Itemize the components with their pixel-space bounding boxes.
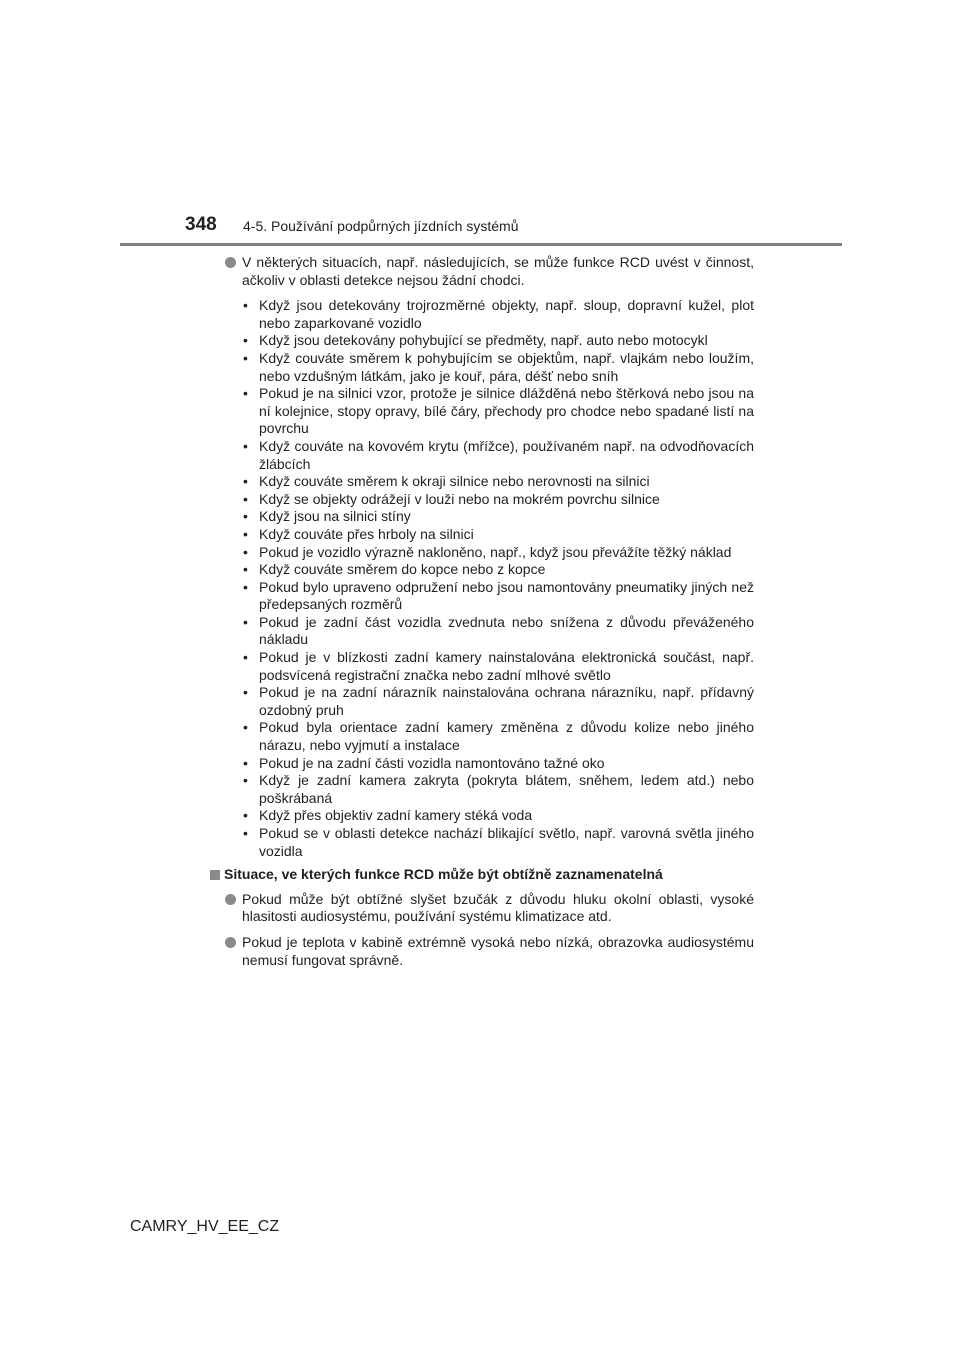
- bullet-icon: •: [243, 613, 248, 630]
- list-item: [242, 561, 754, 579]
- bullet-icon: •: [243, 490, 248, 507]
- list-item-text: Když přes objektiv zadní kamery stéká voda: [259, 807, 533, 824]
- list-item: [242, 579, 754, 614]
- circle-bullet-icon: [225, 894, 236, 905]
- list-item: [242, 438, 754, 473]
- bullet-icon: •: [243, 332, 248, 349]
- list-item-text: Když couváte směrem k okraji silnice nebo nerovnosti na silnici: [259, 473, 650, 490]
- list-item-text: Pokud bylo upraveno odpružení nebo jsou namontovány pneumatiky jiných než předepsaných rozměrů: [259, 578, 754, 613]
- bullet-icon: •: [243, 349, 248, 366]
- section-title: 4-5. Používání podpůrných jízdních systémů: [243, 218, 519, 234]
- square-bullet-icon: [210, 870, 220, 880]
- list-item-text: Pokud byla orientace zadní kamery změněna z důvodu kolize nebo jiného nárazu, nebo vyjmutí a instalace: [259, 719, 754, 754]
- notice-item: [224, 934, 754, 969]
- bullet-icon: •: [243, 385, 248, 402]
- bullet-icon: •: [243, 807, 248, 824]
- list-item-text: Když jsou detekovány trojrozměrné objekty, např. sloup, dopravní kužel, plot nebo zaparkované vozidlo: [259, 297, 754, 331]
- bullet-icon: •: [243, 754, 248, 771]
- intro-text: V některých situacích, např. následujících, se může funkce RCD uvést v činnost, ačkoliv v oblasti detekce nejsou žádní chodci.: [242, 254, 754, 288]
- notice-text: Pokud je teplota v kabině extrémně vysoká nebo nízká, obrazovka audiosystému nemusí fungovat správně.: [242, 933, 754, 968]
- bullet-icon: •: [243, 825, 248, 841]
- list-item: [242, 772, 754, 807]
- list-item-text: Když couváte směrem k pohybujícím se objektům, např. vlajkám nebo loužím, nebo vzdušným látkám, jako je kouř, pára, déšť nebo sníh: [259, 349, 754, 384]
- bullet-icon: •: [243, 525, 248, 542]
- list-item: [242, 807, 754, 825]
- notice-item: [224, 891, 754, 926]
- section-heading-text: Situace, ve kterých funkce RCD může být obtížně zaznamenatelná: [224, 866, 663, 883]
- list-item-text: Když jsou detekovány pohybující se předměty, např. auto nebo motocykl: [259, 332, 708, 349]
- list-item: [242, 332, 754, 350]
- section-heading: [210, 866, 754, 884]
- list-item-text: Pokud je vozidlo výrazně nakloněno, např., když jsou převážíte těžký náklad: [259, 543, 732, 560]
- page-number: 348: [185, 214, 217, 235]
- list-item: [242, 297, 754, 332]
- list-item-text: Když je zadní kamera zakryta (pokryta blátem, sněhem, ledem atd.) nebo poškrábaná: [259, 772, 754, 806]
- list-item-text: Když couváte přes hrboly na silnici: [259, 525, 474, 542]
- list-item-text: Pokud je v blízkosti zadní kamery nainstalována elektronická součást, např. podsvícená registrační značka nebo zadní mlhové světlo: [259, 649, 754, 683]
- list-item: [242, 684, 754, 719]
- circle-bullet-icon: [225, 257, 236, 268]
- list-item-text: Pokud se v oblasti detekce nachází blikající světlo, např. varovná světla jiného vozidla: [259, 825, 754, 859]
- bullet-icon: •: [243, 578, 248, 595]
- page-header: [185, 214, 845, 246]
- bullet-icon: •: [243, 543, 248, 560]
- bullet-icon: •: [243, 437, 248, 454]
- conditions-list: [242, 297, 754, 860]
- list-item: [242, 473, 754, 491]
- list-item: [242, 491, 754, 509]
- header-divider: [120, 243, 842, 246]
- list-item-text: Pokud je na zadní nárazník nainstalována ochrana nárazníku, např. přídavný ozdobný pruh: [259, 684, 754, 718]
- notice-text: Pokud může být obtížné slyšet bzučák z důvodu hluku okolní oblasti, vysoké hlasitosti audiosystému, používání systému klimatizace atd.: [242, 890, 754, 925]
- bullet-icon: •: [243, 508, 248, 525]
- list-item-text: Pokud je zadní část vozidla zvednuta nebo snížena z důvodu převáženého nákladu: [259, 613, 754, 648]
- bullet-icon: •: [243, 719, 248, 736]
- list-item: [242, 508, 754, 526]
- list-item-text: Pokud je na silnici vzor, protože je silnice dlážděná nebo štěrková nebo jsou na ní kolejnice, stopy opravy, bílé čáry, přechody pro chodce nebo spadané listí na povrchu: [259, 385, 754, 437]
- list-item-text: Když couváte na kovovém krytu (mřížce), používaném např. na odvodňovacích žlábcích: [259, 437, 754, 472]
- list-item: [242, 350, 754, 385]
- bullet-icon: •: [243, 297, 248, 314]
- list-item: [242, 544, 754, 562]
- list-item: [242, 526, 754, 544]
- list-item: [242, 614, 754, 649]
- page-content: [224, 254, 754, 969]
- list-item-text: Pokud je na zadní části vozidla namontováno tažné oko: [259, 754, 605, 771]
- model-code: CAMRY_HV_EE_CZ: [130, 1218, 280, 1235]
- bullet-icon: •: [243, 473, 248, 490]
- list-item-text: Když jsou na silnici stíny: [259, 508, 411, 525]
- bullet-icon: •: [243, 684, 248, 701]
- bullet-icon: •: [243, 772, 248, 789]
- list-item: [242, 385, 754, 438]
- circle-bullet-icon: [225, 937, 236, 948]
- list-item: [242, 825, 754, 860]
- list-item-text: Když couváte směrem do kopce nebo z kopce: [259, 561, 546, 578]
- intro-paragraph: [224, 254, 754, 289]
- list-item-text: Když se objekty odrážejí v louži nebo na mokrém povrchu silnice: [259, 490, 660, 507]
- bullet-icon: •: [243, 649, 248, 666]
- bullet-icon: •: [243, 561, 248, 578]
- list-item: [242, 649, 754, 684]
- list-item: [242, 755, 754, 773]
- list-item: [242, 719, 754, 754]
